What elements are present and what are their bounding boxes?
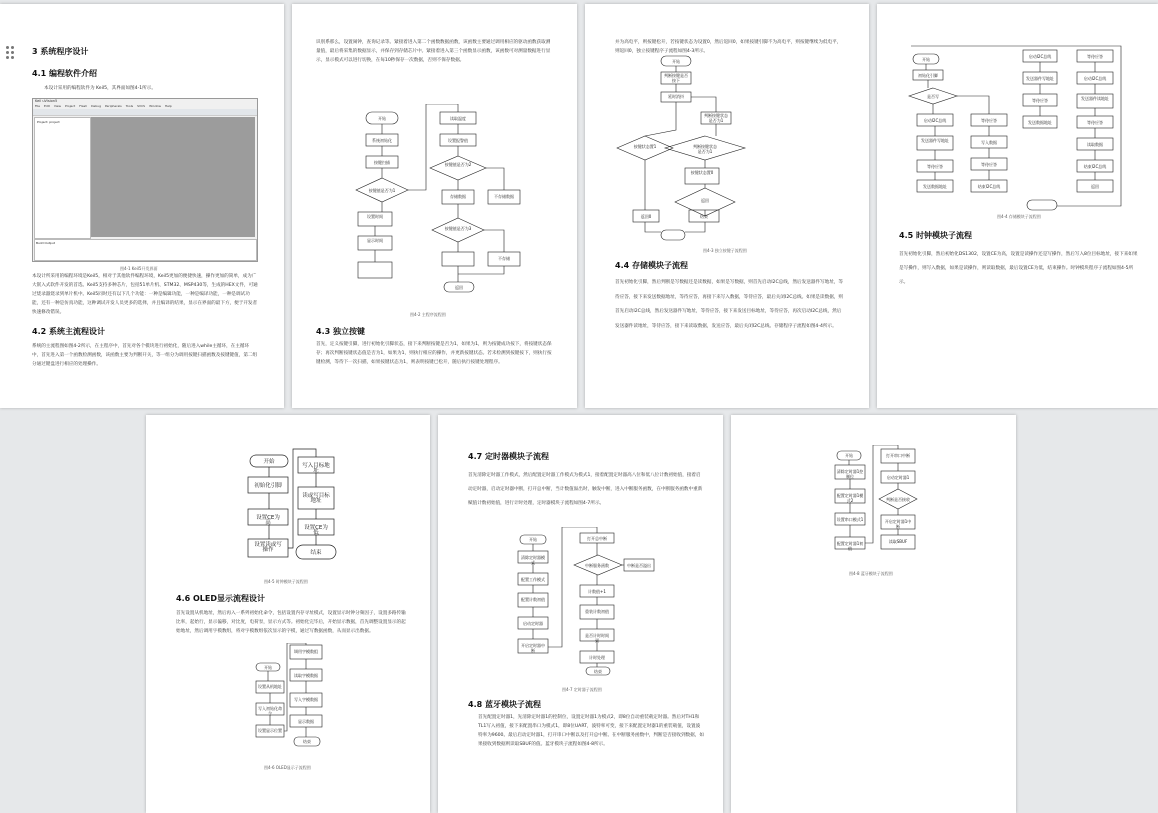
flowchart-node-label: 判断按键状态是否为1 — [704, 113, 728, 123]
figure-caption: 图4-5 时钟模块子流程图 — [264, 579, 308, 584]
flowchart-node-label: 初始化引脚 — [918, 73, 938, 78]
section-heading: 4.8 蓝牙模块子流程 — [468, 700, 541, 709]
document-page-2 — [292, 4, 577, 408]
flowchart-node-label: 启动定时器1 — [886, 475, 910, 480]
editor-area — [91, 117, 255, 237]
flowchart-node-label: 等待应答 — [927, 164, 943, 169]
flowchart-node-label: 发送数据地址 — [1028, 120, 1052, 125]
flowchart-node-label: 设置读或写操作 — [254, 542, 282, 553]
menu-item: Debug — [91, 104, 101, 108]
flowchart-node-label: 计数值+1 — [588, 589, 606, 594]
flowchart-node-label: 设置CE为高 — [256, 515, 280, 526]
menu-item: Project — [64, 104, 76, 108]
flowchart-node-label: 发送器件写地址 — [921, 138, 949, 143]
paragraph: 首先初始化引脚，然后初始化DS1302，设置CE为高，设置是读操作还是写操作，然后写入8位目标地址，接下来如果是写操作，则写入数据，如果是读操作，则读取数据，最后设置CE为低，结束操作。时钟模块程序子流程如图4-5所示。 — [899, 252, 1138, 285]
figure-caption: 图4-3 独立按键子流程图 — [703, 248, 747, 253]
flowchart-node-label: 清除定时器模式 — [521, 555, 545, 565]
flowchart-node-label: 清除定时器1控制位 — [836, 469, 864, 479]
paragraph: 首先，定义按键引脚，进行初始化引脚状态，接下来判断按键是否为1，如果为1，则为按键成功按下，将按键状态保存；再次判断按键状态值是否为1，如果为1，则执行相应的操作，并更新按键状态。若未检测到按键按下，则执行按键检测，等待下一次扫描，如果按键状态为1，则表明按键已松开，随后执行按键处理程序。 — [316, 342, 552, 365]
flowchart-node-label: 读取SBUF — [888, 539, 908, 544]
menu-item: View — [53, 104, 61, 108]
flowchart-node-label: 显示时间 — [367, 238, 383, 243]
flowchart-node-label: 按键值是否为2 — [444, 162, 472, 167]
menu-item: Peripherals — [104, 104, 122, 108]
build-output — [34, 239, 257, 261]
figure-caption: 图4-6 OLED显示子流程图 — [264, 765, 311, 770]
flowchart-node-label: 返回 — [1091, 184, 1099, 189]
document-page-3 — [585, 4, 869, 408]
flowchart-node-label: 是否计时时间到 — [585, 633, 609, 643]
menu-item: Flash — [79, 104, 88, 108]
section-heading: 4.4 存储模块子流程 — [615, 261, 688, 270]
document-page-1 — [0, 4, 284, 408]
paragraph: 系统的主流程图如图4-2所示，在主程序中，首先对各个模块进行初始化，随后进入while主循环，在主循环中，首先进入第一个函数检测函数，该函数主要为判断开关，等一组分为调用按键扫描函数及按键键值，第二组分通过键盘进行相应的处理操作。 — [32, 344, 258, 367]
flowchart-node-label: 读取温度 — [450, 116, 466, 121]
flowchart-node-label: 按键状态置1 — [633, 144, 657, 149]
flowchart-node-label: 判断是否接收 — [886, 497, 910, 502]
menu-item: SVCS — [137, 104, 146, 108]
flowchart-node-label: 配置计数初值 — [521, 597, 545, 602]
flowchart-node-label: 结束 — [594, 669, 602, 674]
flowchart-node-label: 配置定时器1模式2 — [836, 493, 864, 503]
flowchart-node-label: 设置显示位置 — [258, 728, 282, 733]
menu-item: Tools — [125, 104, 134, 108]
flowchart-node-label: 配置定时器1初值 — [836, 541, 864, 551]
toolbar — [33, 109, 257, 116]
flowchart-node-label: 启动I2C总线 — [923, 118, 947, 123]
flowchart-node-label: 按键扫描 — [374, 160, 390, 165]
figure-caption: 图4-4 存储模块子流程图 — [997, 214, 1041, 219]
section-heading: 4.7 定时器模块子流程 — [468, 452, 549, 461]
flowchart-node-label: 等待应答 — [981, 118, 997, 123]
flowchart-node-label: 按键值是否为3 — [444, 226, 472, 231]
flowchart-node-label: 开启定时器1中断 — [884, 519, 912, 529]
flowchart-node-label: 结束I2C总线 — [977, 184, 1001, 189]
flowchart-node-label: 按键值是否为1 — [368, 188, 396, 193]
flowchart-node-label: 重装计数初值 — [585, 609, 609, 614]
flowchart-node-label: 按键状态置0 — [690, 170, 714, 175]
flowchart-node-label: 开启定时器中断 — [521, 643, 545, 653]
section-heading: 4.3 独立按键 — [316, 327, 365, 336]
timer-flowchart — [438, 527, 723, 687]
flowchart-node-label: 开始 — [264, 665, 272, 670]
flowchart-node-label: 读取字模数据 — [294, 673, 318, 678]
flowchart-node-label: 系统初始化 — [372, 138, 392, 143]
document-page-4 — [877, 4, 1158, 408]
flowchart-node-label: 设置CE为低 — [304, 525, 328, 536]
flowchart-node-label: 设置时间 — [367, 214, 383, 219]
paragraph: 首先初始化引脚，然后判断是写数据还是读数据，如果是写数据，则首先启动I2C总线，然后发送器件写地址，等待应答，接下来发送数据地址，等待应答，再接下来写入数据，等待应答，最后关闭I2C总线。如果是读数据，则首先启动I2C总线，然后发送器件写地址，等待应答，接下来发送目标地址，等待应答，再次启动I2C总线，然后发送器件读地址，等待应答，接下来读取数据，发送应答，最后关闭I2C总线。存储程序子流程如图4-4所示。 — [615, 280, 843, 329]
window-title: Keil uVision5 — [35, 99, 58, 103]
flowchart-node-label: 结束 — [303, 739, 311, 744]
menu-bar — [35, 104, 176, 108]
flowchart-node-label: 写入初始化命令 — [258, 706, 282, 716]
flowchart-node-label: 调用字模数组 — [294, 649, 318, 654]
flowchart-node-label: 结束 — [310, 550, 322, 556]
flowchart-node-label: 打开总中断 — [587, 536, 607, 541]
drag-handle-icon[interactable] — [6, 46, 16, 60]
menu-item: Edit — [44, 104, 50, 108]
section-heading: 4.6 OLED显示流程设计 — [176, 594, 265, 603]
flowchart-node-label: 发送器件写地址 — [1026, 76, 1054, 81]
tree-item: Project: project — [37, 120, 60, 124]
menu-item: File — [35, 104, 41, 108]
flowchart-node-label: 启动I2C总线 — [1083, 76, 1107, 81]
flowchart-node-label: 等待应答 — [1087, 54, 1103, 59]
flowchart-node-label: 开始 — [845, 453, 853, 458]
paragraph: 识别系那么，设置闹钟，查询记录等。紧接着进入第二个函数数据函数，该函数主要通过调用相应的驱动函数获取测量值，最后将采集的数据显示，并保存到存储芯片中。紧接着进入第三个函数显示函数，该函数可对测量数据进行显示，显示模式可以进行切换，在每10秒保存一次数据，否则不保存数据。 — [316, 40, 551, 63]
flowchart-node-label: 不存储 — [498, 256, 510, 261]
flowchart-node-label: 存储数据 — [450, 194, 466, 199]
flowchart-node-label: 是否写 — [927, 94, 939, 99]
button-flowchart — [585, 54, 869, 244]
flowchart-node-label: 等待应答 — [981, 162, 997, 167]
paragraph: 并为高电平，则按键松开，若按键状态为设置0，然后返回0，如果按键引脚不为高电平，则按键继续为低电平，则返回0，独立按键程序子流程如图4-3所示。 — [615, 40, 842, 54]
flowchart-node-label: 返回 — [701, 198, 709, 203]
flowchart-node-label: 写入目标地址 — [302, 463, 330, 474]
keil-screenshot — [32, 98, 258, 262]
figure-caption: 图4-1 Keil5开发界面 — [120, 266, 158, 271]
flowchart-node-label: 发送器件读地址 — [1081, 96, 1109, 101]
clock-flowchart — [146, 445, 430, 615]
flowchart-node-label: 配置工作模式 — [521, 577, 545, 582]
main-flowchart — [292, 104, 577, 304]
document-page-5 — [146, 415, 430, 813]
flowchart-node-label: 返回 — [455, 285, 463, 290]
flowchart-node-label: 开始 — [263, 459, 275, 465]
flowchart-node-label: 启动定时器 — [523, 621, 543, 626]
flowchart-node-label: 开始 — [378, 116, 386, 121]
flowchart-node-label: 等待应答 — [1087, 120, 1103, 125]
flowchart-node-label: 设置串口模式1 — [836, 517, 864, 522]
section-heading: 3 系统程序设计 — [32, 47, 89, 56]
flowchart-node-label: 显示数据 — [298, 719, 314, 724]
flowchart-node-label: 开始 — [922, 57, 930, 62]
paragraph: 首先设置从机地址，然后再入一系列初始化命令，包括设置内存寻址模式，设置显示时钟分频因子，设置多路传输比率，起始行，显示偏移，对比度，电荷泵，显示方式等。初始化完毕后，开始显示数据，首先调整设置显示的起始地址，然后调用字模数组，将对字模数组依次显示的字模，通过写数据函数，从而显示出数据。 — [176, 611, 406, 634]
section-heading: 4.1 编程软件介绍 — [32, 69, 97, 78]
flowchart-node-label: 设置报警值 — [448, 138, 468, 143]
flowchart-node-label: 延时消抖 — [668, 94, 684, 99]
flowchart-node-label: 结束I2C总线 — [1083, 164, 1107, 169]
paragraph: 本设计采用的编程软件为 Keil5，其界面如图4-1所示。 — [44, 86, 156, 91]
flowchart-node-label: 发送数据地址 — [923, 184, 947, 189]
flowchart-node-label: 读或写目标地址 — [302, 493, 330, 504]
section-heading: 4.2 系统主流程设计 — [32, 327, 105, 336]
flowchart-node-label: 计时处理 — [589, 655, 605, 660]
flowchart-node-label: 结束 — [700, 214, 708, 219]
menu-item: Help — [164, 104, 172, 108]
flowchart-node-label: 开始 — [672, 59, 680, 64]
oled-flowchart — [146, 643, 430, 763]
flowchart-node-label: 写入数据 — [981, 140, 997, 145]
build-output-label: Build Output — [36, 241, 55, 245]
flowchart-node-label: 设置从机地址 — [258, 684, 282, 689]
flowchart-node-label: 中断服务函数 — [585, 563, 609, 568]
flowchart-node-label: 判断按键是否按下 — [664, 73, 688, 83]
flowchart-node-label: 不存储数据 — [494, 194, 514, 199]
figure-caption: 图4-7 定时器子流程图 — [562, 687, 602, 692]
flowchart-node-label: 写入字模数据 — [294, 697, 318, 702]
project-tree — [34, 117, 91, 239]
flowchart-node-label: 判断按键状态是否为1 — [693, 144, 717, 154]
flowchart-node-label: 等待应答 — [1032, 98, 1048, 103]
flowchart-node-label: 打开串口中断 — [886, 453, 910, 458]
flowchart-node-label: 初始化引脚 — [254, 483, 282, 489]
paragraph: 首先清除定时器工作模式，然后配置定时器工作模式为模式1，接着配置定时器高八位和低八位计数初始值，接着启动定时器，启动定时器中断，打开总中断，当计数值溢出时，触发中断，进入中断服务函数，在中断服务函数中重新赋值计数初始值，进行计时处理，定时器模块子流程如图4-7所示。 — [468, 473, 703, 506]
paragraph: 本设计所采用的编程环境是Keil5，相对于其他软件编程环境，Keil5更加的便捷快速，操作更加的简单，成为广大嵌入式软件开发的首选。Keil5支持多种芯片，包括51单片机、STM32、MSP430等，生成的HEX文件，可通过烧录器烧录到单片机中。Keil5同时还有以下几个功能：一种是编辑功能，一种是编译功能，一种是调试功能，还有一种是仿真功能，这种调试开发人员更多的选择，并且编译的结果，显示在界面的最下方，便于开发者快速修改错误。 — [32, 274, 258, 315]
section-heading: 4.5 时钟模块子流程 — [899, 231, 972, 240]
paragraph: 首先配置定时器1，先清除定时器1的控制位，设置定时器1为模式2，即8位自动重装载定时器。然后对TH1和TL1写入初值，接下来配置串口为模式1，即8位UART，波特率可变，接下来配置定时器1的重装载值，设置波特率为9600。最后启动定时器1，打开串口中断以及打开总中断。在中断服务函数中，判断是否接收到数据，如果接收到数据则读取SBUF的值。蓝牙模块子流程如图4-8所示。 — [478, 715, 704, 747]
figure-caption: 图4-8 蓝牙模块子流程图 — [849, 571, 893, 576]
flowchart-node-label: 中断是否溢出 — [627, 563, 651, 568]
flowchart-node-label: 启动I2C总线 — [1028, 54, 1052, 59]
menu-item: Window — [149, 104, 161, 108]
flowchart-node-label: 返回0 — [640, 214, 652, 219]
figure-caption: 图4-2 主程序流程图 — [410, 312, 446, 317]
document-page-7 — [731, 415, 1016, 813]
flowchart-node-label: 读取数据 — [1087, 142, 1103, 147]
document-page-6 — [438, 415, 723, 813]
flowchart-node-label: 开始 — [529, 537, 537, 542]
